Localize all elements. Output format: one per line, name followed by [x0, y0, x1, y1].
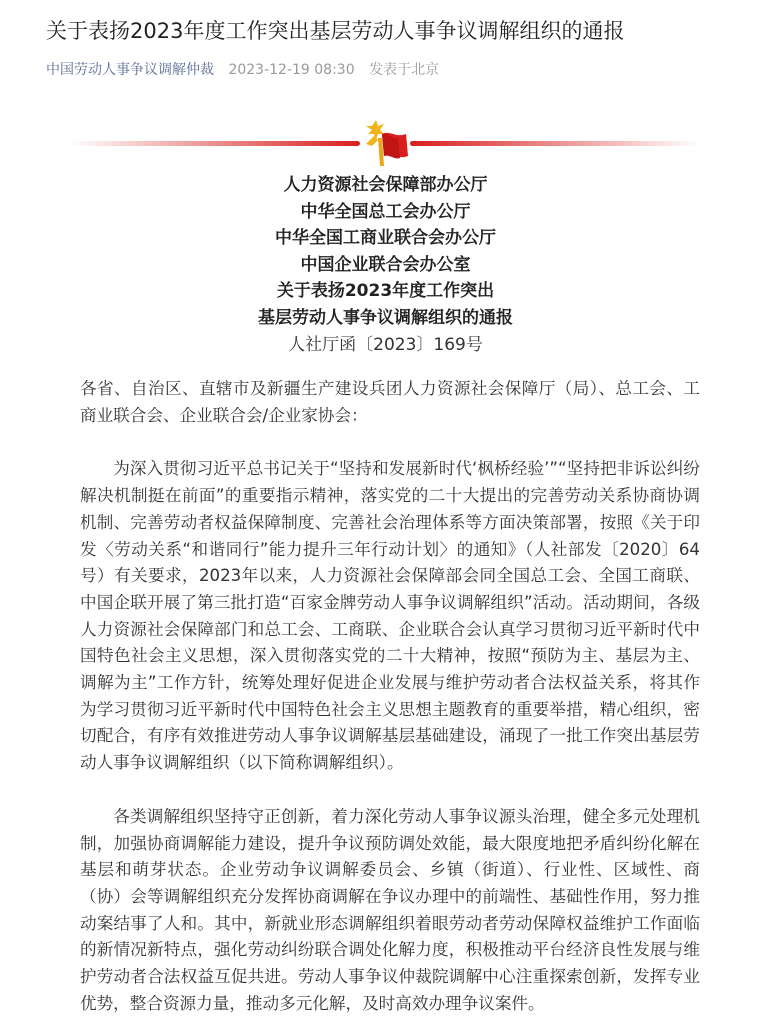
issuer-line: 中国企业联合会办公室 [300, 254, 471, 275]
header-banner [70, 118, 700, 170]
source-account-link[interactable]: 中国劳动人事争议调解仲裁 [46, 62, 214, 78]
banner-line-left [70, 141, 360, 146]
salutation: 各省、自治区、直辖市及新疆生产建设兵团人力资源社会保障厅（局）、总工会、工商业联合会、企业联合会/企业家协会： [80, 379, 700, 425]
document-heading [0, 172, 771, 358]
paragraph-gap [80, 777, 700, 804]
publish-location: 发表于北京 [369, 62, 440, 78]
article-body [80, 376, 700, 1017]
article-title: 关于表扬2023年度工作突出基层劳动人事争议调解组织的通报 [46, 19, 625, 43]
issuer-line: 中华全国总工会办公厅 [300, 201, 471, 222]
paragraph-gap [80, 429, 700, 456]
issuer-line: 中华全国工商业联合会办公厅 [275, 228, 496, 249]
notice-title-line: 基层劳动人事争议调解组织的通报 [258, 307, 513, 328]
body-paragraph: 为深入贯彻习近平总书记关于“坚持和发展新时代‘枫桥经验’”“坚持把非诉讼纠纷解决机制挺在前面”的重要指示精神，落实党的二十大提出的完善劳动关系协商协调机制、完善劳动者权益保障制度、完善社会治理体系等方面决策部署，按照《关于印发〈劳动关系“和谐同行”能力提升三年行动计划〉的通知》（人社部发〔2020〕64号）有关要求，2023年以来，人力资源社会保障部会同全国总工会、全国工商联、中国企联开展了第三批打造“百家金牌劳动人事争议调解组织”活动。活动期间，各级人力资源社会保障部门和总工会、工商联、企业联合会认真学习贯彻习近平新时代中国特色社会主义思想，深入贯彻落实党的二十大精神，按照“预防为主、基层为主、调解为主”工作方针，统筹处理好促进企业发展与维护劳动者合法权益关系，将其作为学习贯彻习近平新时代中国特色社会主义思想主题教育的重要举措，精心组织，密切配合，有序有效推进劳动人事争议调解基层基础建设，涌现了一批工作突出基层劳动人事争议调解组织（以下简称调解组织）。 [80, 459, 700, 773]
publish-time: 2023-12-19 08:30 [228, 62, 355, 78]
red-flag-emblem-icon [362, 118, 410, 168]
article-meta [46, 59, 439, 81]
banner-line-right [410, 141, 700, 146]
issuer-line: 人力资源社会保障部办公厅 [283, 175, 488, 195]
body-paragraph: 各类调解组织坚持守正创新，着力深化劳动人事争议源头治理，健全多元处理机制，加强协商调解能力建设，提升争议预防调处效能，最大限度地把矛盾纠纷化解在基层和萌芽状态。企业劳动争议调解委员会、乡镇（街道）、行业性、区域性、商（协）会等调解组织充分发挥协商调解在争议办理中的前端性、基础性作用，努力推动案结事了人和。其中，新就业形态调解组织着眼劳动者劳动保障权益维护工作面临的新情况新特点，强化劳动纠纷联合调处化解力度，积极推动平台经济良性发展与维护劳动者合法权益互促共进。劳动人事争议仲裁院调解中心注重探索创新，发挥专业优势，整合资源力量，推动多元化解，及时高效办理争议案件。 [80, 806, 700, 1013]
document-number: 人社厅函〔2023〕169号 [288, 334, 483, 355]
notice-title-line: 关于表扬2023年度工作突出 [276, 281, 495, 302]
